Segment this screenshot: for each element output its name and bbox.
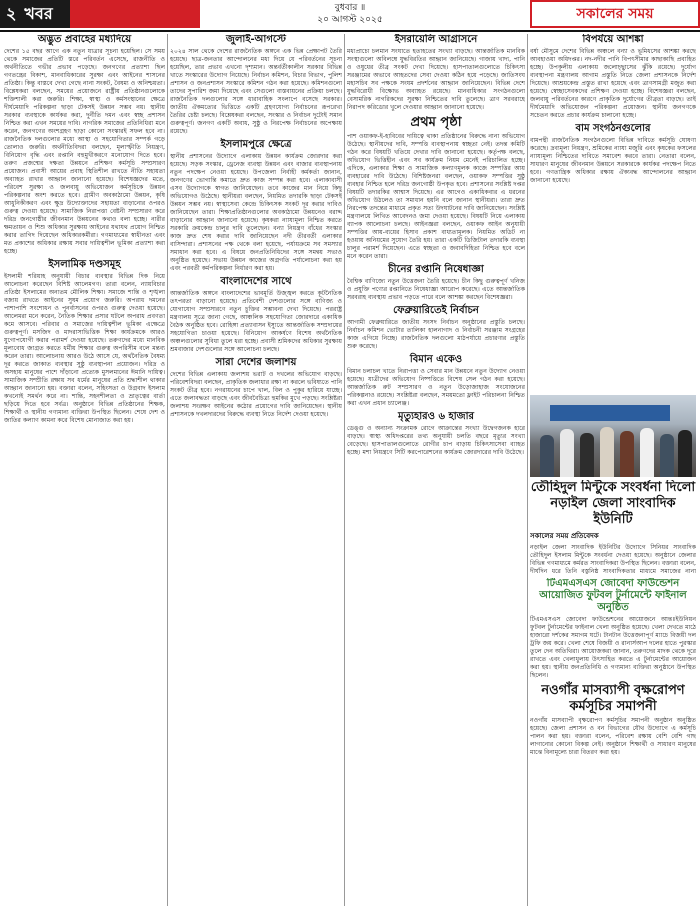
column-2 (170, 34, 342, 858)
article-body: পাশ ওয়াকফ-ই-হাবিবের দায়িত্বে থাকা প্রতিষ্ঠানের বিরুদ্ধে নানা অভিযোগ উঠেছে। স্থানীয়দের দাবি, সম্পত্তি ব্যবস্থাপনায় স্বচ্ছতা নেই। তদন্ত কমিটি গঠন করে বিষয়টি খতিয়ে দেখার দাবি জানানো হয়েছে। কর্তৃপক্ষ বলছে, অভিযোগ ভিত্তিহীন এবং সব কার্যক্রম নিয়ম মেনেই পরিচালিত হচ্ছে। এদিকে, এলাকার শিক্ষা ও সামাজিক কল্যাণমূলক কাজে সম্পত্তির আয় ব্যবহারের দাবি উঠেছে। বিশিষ্টজনরা বলছেন, ওয়াকফ সম্পত্তির সুষ্ঠু ব্যবহার নিশ্চিত হলে দরিদ্র জনগোষ্ঠী উপকৃত হবে। প্রশাসনের সংশ্লিষ্ট দপ্তর বিষয়টি তদারকির আশ্বাস দিয়েছে। এর আগেও একাধিকবার এ ধরনের অভিযোগ উঠলেও তা সমাধান হয়নি বলে জানান স্থানীয়রা। তারা দ্রুত নিরপেক্ষ তদন্তের মাধ্যমে প্রকৃত সত্য উদঘাটনের দাবি জানিয়েছেন। সংশ্লিষ্ট মন্ত্রণালয়ে লিখিত আবেদনও জমা দেওয়া হয়েছে। বিষয়টি নিয়ে এলাকায় ব্যাপক আলোচনা চলছে। আইনজ্ঞরা বলছেন, ওয়াকফ আইন অনুযায়ী সম্পত্তির আয়-ব্যয়ের হিসাব প্রকাশ বাধ্যতামূলক। নিয়মিত অডিট না হওয়ায় অনিয়মের সুযোগ তৈরি হয়। তারা একটি ডিজিটাল তদারকি ব্যবস্থা চালুর পরামর্শ দিয়েছেন। এতে স্বচ্ছতা ও জবাবদিহিতা নিশ্চিত হবে বলে মনে করেন তারা। (347, 133, 525, 260)
newspaper-brand: সকালের সময় (530, 0, 700, 28)
weekday: বুধবার ॥ (334, 3, 366, 13)
feature-body: নড়াইল জেলা সাংবাদিক ইউনিটির উদ্যোগে সিনিয়র সাংবাদিক তৌহিদুল ইসলাম মিন্টুকে সংবর্ধনা দেওয়া হয়েছে। অনুষ্ঠানে জেলার বিভিন্ন গণমাধ্যমে কর্মরত সাংবাদিকরা উপস্থিত ছিলেন। বক্তারা বলেন, দীর্ঘদিন ধরে তিনি বস্তুনিষ্ঠ সাংবাদিকতার মাধ্যমে সমাজের নানা (530, 544, 696, 574)
article-body: দেশের ১৫ বছর আগে এক নতুন যাত্রার সূচনা হয়েছিল। সে সময় থেকে সমাজের প্রতিটি স্তরে পরিবর্তন এসেছে, রাজনীতি ও অর্থনীতিতে গভীর প্রভাব পড়েছে। জনগণের প্রত্যাশা ছিল গণতন্ত্রের বিকাশ, মানবাধিকারের সুরক্ষা এবং আইনের শাসনের প্রতিষ্ঠা। কিন্তু বাস্তবে দেখা গেছে নানা সংকট, বৈষম্য ও অনিশ্চয়তা। বিশ্লেষকরা বলছেন, সময়ের প্রয়োজনে রাষ্ট্রীয় প্রতিষ্ঠানগুলোকে শক্তিশালী করা জরুরি। শিক্ষা, স্বাস্থ্য ও কর্মসংস্থানের ক্ষেত্রে দীর্ঘমেয়াদি পরিকল্পনা ছাড়া টেকসই উন্নয়ন সম্ভব নয়। স্থানীয় সরকার ব্যবস্থাকে কার্যকর করা, দুর্নীতি দমন এবং স্বচ্ছ প্রশাসন নিশ্চিত করা এখন সময়ের দাবি। নাগরিক সমাজের প্রতিনিধিরা মনে করেন, জনগণের অংশগ্রহণ ছাড়া কোনো সংস্কারই সফল হবে না। রাজনৈতিক দলগুলোর মধ্যে আস্থা ও সহযোগিতার সম্পর্ক গড়ে তোলাও জরুরি। অর্থনীতিবিদরা বলছেন, মূল্যস্ফীতি নিয়ন্ত্রণ, বিনিয়োগ বৃদ্ধি এবং রপ্তানি বহুমুখীকরণে মনোযোগ দিতে হবে। তরুণ প্রজন্মের দক্ষতা উন্নয়নে প্রশিক্ষণ কর্মসূচি সম্প্রসারণ প্রয়োজন। প্রবাসী আয়ের প্রবাহ স্থিতিশীল রাখতে নীতি সহায়তা অব্যাহত রাখার আহ্বান জানানো হয়েছে। বিশেষজ্ঞদের মতে, পরিবেশ সুরক্ষা ও জলবায়ু অভিযোজন কর্মসূচিকে উন্নয়ন পরিকল্পনার অংশ করতে হবে। গ্রামীণ অবকাঠামো উন্নয়ন, কৃষি আধুনিকীকরণ এবং ক্ষুদ্র উদ্যোক্তাদের সহায়তা বাড়ানোর ওপরও গুরুত্ব দেওয়া হয়েছে। সামাজিক নিরাপত্তা বেষ্টনী সম্প্রসারণ করে দরিদ্র জনগোষ্ঠীর জীবনমান উন্নয়নের কথাও বলা হচ্ছে। নারীর ক্ষমতায়ন ও শিশু অধিকার সুরক্ষায় আইনের যথাযথ প্রয়োগ নিশ্চিত করার তাগিদ দিয়েছেন অধিকারকর্মীরা। গণমাধ্যমের স্বাধীনতা এবং মত প্রকাশের অধিকার রক্ষায় সবার দায়িত্বশীল ভূমিকা প্রত্যাশা করা হচ্ছে। (4, 48, 165, 255)
article-headline: বিমান একেও (409, 354, 463, 365)
feature-story (530, 480, 696, 574)
photo-person (540, 435, 554, 477)
photo-person (560, 429, 574, 477)
masthead (0, 0, 700, 32)
article-headline: জুলাই-আগস্টে (226, 34, 286, 45)
feature-byline: সকালের সময় প্রতিবেদক (530, 532, 599, 540)
date-block (280, 2, 420, 26)
photo-banner (550, 405, 670, 421)
date: ২০ আগস্ট ২০২৫ (317, 15, 383, 25)
article-body: বামপন্থী রাজনৈতিক সংগঠনগুলো বিভিন্ন দাবিতে কর্মসূচি ঘোষণা করেছে। দ্রব্যমূল্য নিয়ন্ত্রণ, শ্রমিকের ন্যায্য মজুরি এবং কৃষকের ফসলের ন্যায্যমূল্য নিশ্চিতের দাবিতে সমাবেশ করবে তারা। নেতারা বলেন, সাধারণ মানুষের জীবনমান উন্নয়নে সরকারকে কার্যকর পদক্ষেপ নিতে হবে। গণতান্ত্রিক অধিকার রক্ষায় ঐক্যবদ্ধ আন্দোলনের আহ্বান জানানো হয়েছে। (530, 137, 696, 184)
column-divider (527, 34, 528, 906)
column-4-bottom (530, 578, 696, 906)
article-body: ডেঙ্গু ও অন্যান্য সংক্রামক রোগে আক্রান্তের সংখ্যা উদ্বেগজনক হারে বাড়ছে। স্বাস্থ্য অধিদপ্তরের তথ্য অনুযায়ী চলতি বছরে মৃত্যুর সংখ্যা বেড়েছে। হাসপাতালগুলোতে রোগীর চাপ বাড়ায় চিকিৎসাসেবা ব্যাহত হচ্ছে। মশা নিয়ন্ত্রণে সিটি করপোরেশনের কার্যক্রম জোরদারের দাবি উঠেছে। (347, 425, 525, 456)
header-red-band (70, 0, 200, 28)
page-number: ২ (6, 3, 17, 23)
feature-headline: তৌহিদুল মিন্টুকে সংবর্ধনা দিলো নড়াইল জেলা সাংবাদিক ইউনিটি (530, 480, 696, 527)
article-body: ইসলামী শরিয়াহ অনুযায়ী বিচার ব্যবস্থার বিভিন্ন দিক নিয়ে আলোচনা করেছেন বিশিষ্ট আলেমগণ। তারা বলেন, ন্যায়বিচার প্রতিষ্ঠা ইসলামের অন্যতম মৌলিক শিক্ষা। সমাজে শান্তি ও শৃঙ্খলা বজায় রাখতে আইনের সুষম প্রয়োগ জরুরি। অপরাধ দমনের পাশাপাশি সংশোধন ও পুনর্বাসনের ওপরও গুরুত্ব দেওয়া হয়েছে। আলেমরা মনে করেন, নৈতিক শিক্ষার প্রসার ঘটলে অপরাধ প্রবণতা কমে আসবে। পরিবার ও সমাজের দায়িত্বশীল ভূমিকা এক্ষেত্রে গুরুত্বপূর্ণ। মসজিদ ও মাদরাসাভিত্তিক শিক্ষা কার্যক্রমকে আরও যুগোপযোগী করার পরামর্শ দেওয়া হয়েছে। তরুণদের মধ্যে মানবিক মূল্যবোধ জাগ্রত করতে ধর্মীয় শিক্ষার গুরুত্ব অপরিসীম বলে মন্তব্য করেন তারা। আলোচনায় আরও উঠে আসে যে, অর্থনৈতিক বৈষম্য দূর করতে জাকাত ব্যবস্থার সুষ্ঠু ব্যবস্থাপনা প্রয়োজন। দরিদ্র ও অসহায় মানুষের পাশে দাঁড়ানো প্রত্যেক মুসলমানের ঈমানি দায়িত্ব। সামাজিক সম্প্রীতি রক্ষায় সব ধর্মের মানুষের প্রতি শ্রদ্ধাশীল থাকার আহ্বান জানানো হয়। বক্তারা বলেন, সহিংসতা ও উগ্রবাদ ইসলাম কখনোই সমর্থন করে না। শান্তি, সহনশীলতা ও ভ্রাতৃত্বের বার্তা ছড়িয়ে দিতে হবে সর্বত্র। অনুষ্ঠানে বিভিন্ন প্রতিষ্ঠানের শিক্ষক, শিক্ষার্থী ও স্থানীয় গণ্যমান্য ব্যক্তিরা উপস্থিত ছিলেন। শেষে দেশ ও জাতির কল্যাণ কামনা করে বিশেষ মোনাজাত করা হয়। (4, 273, 165, 424)
column-divider (344, 34, 345, 906)
article-body: বৈশ্বিক বাণিজ্যে নতুন উত্তেজনা তৈরি হয়েছে। চীন কিছু গুরুত্বপূর্ণ খনিজ ও প্রযুক্তি পণ্যের রপ্তানিতে নিষেধাজ্ঞা আরোপ করেছে। এতে আন্তর্জাতিক সরবরাহ ব্যবস্থায় প্রভাব পড়তে পারে বলে আশঙ্কা করছেন বিশেষজ্ঞরা। (347, 278, 525, 301)
article-body: ২০২৪ সাল থেকে দেশের রাজনৈতিক অঙ্গনে এক ভিন্ন প্রেক্ষাপট তৈরি হয়েছে। ছাত্র-জনতার আন্দোলনের মধ্য দিয়ে যে পরিবর্তনের সূচনা হয়েছিল, তার প্রভাব এখনো দৃশ্যমান। অন্তর্বর্তীকালীন সরকার বিভিন্ন খাতে সংস্কারের উদ্যোগ নিয়েছে। নির্বাচন কমিশন, বিচার বিভাগ, পুলিশ প্রশাসন ও জনপ্রশাসন সংস্কারে কমিশন গঠন করা হয়েছে। কমিশনগুলো তাদের সুপারিশ জমা দিয়েছে এবং সেগুলো বাস্তবায়নের প্রক্রিয়া চলছে। রাজনৈতিক দলগুলোর সঙ্গে ধারাবাহিক সংলাপে বসেছে সরকার। জাতীয় ঐকমত্যের ভিত্তিতে একটি গ্রহণযোগ্য নির্বাচনের রূপরেখা তৈরির চেষ্টা চলছে। বিশ্লেষকরা বলছেন, সংস্কার ও নির্বাচন দুটোই সমান গুরুত্বপূর্ণ। জনগণ একটি অবাধ, সুষ্ঠু ও নিরপেক্ষ নির্বাচনের অপেক্ষায় রয়েছে। (170, 48, 342, 135)
article-body: দেশের বিভিন্ন এলাকায় জলাশয় ভরাট ও দখলের অভিযোগ বাড়ছে। পরিবেশবিদরা বলছেন, প্রাকৃতিক জলাধার রক্ষা না করলে ভবিষ্যতে পানি সংকট তীব্র হবে। নগরায়নের চাপে খাল, বিল ও পুকুর হারিয়ে যাচ্ছে। এতে জলাবদ্ধতা বাড়ছে এবং জীববৈচিত্র্য হুমকির মুখে পড়ছে। সংশ্লিষ্টরা জলাশয় সংরক্ষণ আইনের কঠোর প্রয়োগের দাবি জানিয়েছেন। স্থানীয় প্রশাসনকে দখলদারদের বিরুদ্ধে ব্যবস্থা নিতে নির্দেশ দেওয়া হয়েছে। (170, 371, 342, 418)
article-body: আগামী ফেব্রুয়ারিতে জাতীয় সংসদ নির্বাচন অনুষ্ঠানের প্রস্তুতি চলছে। নির্বাচন কমিশন ভোটার তালিকা হালনাগাদ ও নির্বাচনী সরঞ্জাম সংগ্রহের কাজ এগিয়ে নিচ্ছে। রাজনৈতিক দলগুলো মাঠপর্যায়ে প্রচারণার প্রস্তুতি শুরু করেছে। (347, 319, 525, 350)
photo-person (600, 427, 614, 477)
article-body: নওগাঁয় মাসব্যাপী বৃক্ষরোপণ কর্মসূচির সমাপনী অনুষ্ঠান অনুষ্ঠিত হয়েছে। জেলা প্রশাসন ও বন বিভাগের যৌথ উদ্যোগে এ কর্মসূচি পালন করা হয়। বক্তারা বলেন, পরিবেশ রক্ষায় বেশি বেশি গাছ লাগানোর কোনো বিকল্প নেই। অনুষ্ঠানে শিক্ষার্থী ও সাধারণ মানুষের মাঝে বিনামূল্যে চারা বিতরণ করা হয়। (530, 717, 696, 756)
article-headline: ইসলামিক দণ্ডসমূহ (48, 259, 121, 270)
article-headline: বিপর্যয়ে আশঙ্কা (582, 34, 644, 45)
article-headline: অদ্ভুত প্রবাহের মধ্যদিয়ে (37, 34, 132, 45)
article-headline: ফেব্রুয়ারিতেই নির্বাচন (393, 305, 479, 316)
article-body: স্থানীয় প্রশাসনের উদ্যোগে এলাকায় উন্নয়ন কার্যক্রম জোরদার করা হয়েছে। সড়ক সংস্কার, ড্রেনেজ ব্যবস্থা উন্নয়ন এবং বাজার ব্যবস্থাপনায় নতুন পদক্ষেপ নেওয়া হয়েছে। উপজেলা নির্বাহী কর্মকর্তা জানান, জনগণের ভোগান্তি কমাতে দ্রুত কাজ সম্পন্ন করা হবে। এলাকাবাসী এসব উদ্যোগকে স্বাগত জানিয়েছেন। তবে কাজের মান নিয়ে কিছু অভিযোগও উঠেছে। স্থানীয়রা বলছেন, নিয়মিত তদারকি ছাড়া টেকসই উন্নয়ন সম্ভব নয়। স্বাস্থ্যসেবা কেন্দ্রে চিকিৎসক সংকট দূর করার দাবিও জানিয়েছেন তারা। শিক্ষাপ্রতিষ্ঠানগুলোর অবকাঠামো উন্নয়নেও বরাদ্দ বাড়ানোর আহ্বান জানানো হয়েছে। কৃষকরা ন্যায্যমূল্য নিশ্চিত করতে সরকারি ক্রয়কেন্দ্র চালুর দাবি তুলেছেন। বন্যা নিয়ন্ত্রণ বাঁধের সংস্কার কাজ দ্রুত শেষ করার দাবি জানিয়েছেন নদী তীরবর্তী এলাকার বাসিন্দারা। প্রশাসনের পক্ষ থেকে বলা হয়েছে, পর্যায়ক্রমে সব সমস্যার সমাধান করা হবে। এ বিষয়ে জনপ্রতিনিধিদের সঙ্গে সমন্বয় সভাও অনুষ্ঠিত হয়েছে। সভায় উন্নয়ন কাজের অগ্রগতি পর্যালোচনা করা হয় এবং পরবর্তী কর্মপরিকল্পনা নির্ধারণ করা হয়। (170, 153, 342, 272)
photo-person (620, 431, 634, 477)
article-headline: মৃত্যুহারও ৬ হাজার (398, 411, 474, 422)
photo-person (580, 433, 594, 477)
event-photo (530, 395, 696, 477)
photo-person (678, 430, 692, 477)
article-headline: বাংলাদেশের সাথে (220, 276, 292, 287)
article-headline: ইসরায়েলি আগ্রাসনে (394, 34, 478, 45)
article-headline: প্রথম পৃষ্ঠা (410, 115, 462, 130)
section-name: খবর (24, 3, 53, 23)
article-body: মধ্যপ্রাচ্যে চলমান সংঘাতে হতাহতের সংখ্যা বাড়ছে। আন্তর্জাতিক মানবিক সংস্থাগুলো অবিলম্বে যুদ্ধবিরতির আহ্বান জানিয়েছে। গাজায় খাদ্য, পানি ও ওষুধের তীব্র সংকট দেখা দিয়েছে। হাসপাতালগুলোতে চিকিৎসা সরঞ্জামের অভাবে আহতদের সেবা দেওয়া কঠিন হয়ে পড়েছে। জাতিসংঘ মহাসচিব সব পক্ষকে সংযম প্রদর্শনের আহ্বান জানিয়েছেন। বিভিন্ন দেশে যুদ্ধবিরোধী বিক্ষোভ অব্যাহত রয়েছে। মানবাধিকার সংগঠনগুলো বেসামরিক নাগরিকদের সুরক্ষা নিশ্চিতের দাবি তুলেছে। ত্রাণ সরবরাহে নিরাপদ করিডোর খুলে দেওয়ার আহ্বান জানানো হয়েছে। (347, 48, 525, 111)
column-4-top (530, 34, 696, 392)
article-headline: বাম সংগঠনগুলোর (575, 123, 651, 134)
article-body: টিএমএসএস জোবেদা ফাউন্ডেশনের আয়োজনে আন্তঃইউনিয়ন ফুটবল টুর্নামেন্টের ফাইনাল খেলা অনুষ্ঠিত হয়েছে। খেলা দেখতে মাঠে হাজারো দর্শকের সমাগম ঘটে। টানটান উত্তেজনাপূর্ণ ম্যাচে বিজয়ী দল ট্রফি জয় করে। খেলা শেষে বিজয়ী ও রানার্সআপ দলের হাতে পুরস্কার তুলে দেন অতিথিরা। আয়োজকরা জানান, তরুণদের মাদক থেকে দূরে রাখতে এবং খেলাধুলায় উৎসাহিত করতে এ টুর্নামেন্টের আয়োজন করা হয়। স্থানীয় জনপ্রতিনিধি ও গণ্যমান্য ব্যক্তিরা অনুষ্ঠানে উপস্থিত ছিলেন। (530, 616, 696, 679)
column-3 (347, 34, 525, 906)
page-header-box (0, 0, 70, 28)
article-headline: নওগাঁর মাসব্যাপী বৃক্ষরোপণ কর্মসূচির সমাপনী (541, 683, 685, 714)
article-headline: চীনের রপ্তানি নিষেধাজ্ঞা (388, 264, 484, 275)
article-headline: সারা দেশের জলাশয় (215, 357, 297, 368)
article-body: বর্ষা মৌসুমে দেশের বিভিন্ন অঞ্চলে বন্যা ও ভূমিধসের আশঙ্কা করছে আবহাওয়া অধিদপ্তর। নদ-নদীর পানি বিপৎসীমার কাছাকাছি প্রবাহিত হচ্ছে। উপকূলীয় এলাকায় জলোচ্ছ্বাসের ঝুঁকি রয়েছে। দুর্যোগ ব্যবস্থাপনা মন্ত্রণালয় আগাম প্রস্তুতি নিতে জেলা প্রশাসনকে নির্দেশ দিয়েছে। আশ্রয়কেন্দ্র প্রস্তুত রাখা হয়েছে এবং ত্রাণসামগ্রী মজুত করা হয়েছে। স্বেচ্ছাসেবকদের প্রশিক্ষণ দেওয়া হচ্ছে। বিশেষজ্ঞরা বলছেন, জলবায়ু পরিবর্তনের কারণে প্রাকৃতিক দুর্যোগের তীব্রতা বাড়ছে। তাই দীর্ঘমেয়াদি অভিযোজন পরিকল্পনা প্রয়োজন। স্থানীয় জনগণকে সচেতন করতে প্রচার কার্যক্রম চালানো হচ্ছে। (530, 48, 696, 119)
header-rule (0, 30, 700, 32)
article-body: বিমান চলাচল খাতে নিরাপত্তা ও সেবার মান উন্নয়নে নতুন উদ্যোগ নেওয়া হয়েছে। যাত্রীদের অভিযোগ নিষ্পত্তিতে বিশেষ সেল গঠন করা হয়েছে। আন্তর্জাতিক রুট সম্প্রসারণ ও নতুন উড়োজাহাজ সংযোজনের পরিকল্পনাও রয়েছে। সংশ্লিষ্টরা বলছেন, সময়মতো ফ্লাইট পরিচালনা নিশ্চিত করা এখন প্রধান চ্যালেঞ্জ। (347, 368, 525, 407)
article-headline: ইসলামপুরে ক্ষেত্রে (220, 139, 292, 150)
photo-person (660, 434, 674, 477)
column-1 (4, 34, 165, 906)
column-divider (167, 34, 168, 906)
photo-person (640, 428, 654, 477)
article-body: আন্তর্জাতিক অঙ্গনে বাংলাদেশের ভাবমূর্তি উজ্জ্বল করতে কূটনৈতিক তৎপরতা বাড়ানো হয়েছে। প্রতিবেশী দেশগুলোর সঙ্গে বাণিজ্য ও যোগাযোগ সম্প্রসারণে নতুন চুক্তির সম্ভাবনা দেখা দিয়েছে। পররাষ্ট্র মন্ত্রণালয় সূত্রে জানা গেছে, আঞ্চলিক সহযোগিতা জোরদারে একাধিক বৈঠক অনুষ্ঠিত হবে। রোহিঙ্গা প্রত্যাবাসন ইস্যুতে আন্তর্জাতিক সম্প্রদায়ের সহযোগিতা চাওয়া হয়েছে। বিনিয়োগ আকর্ষণে বিশেষ অর্থনৈতিক অঞ্চলগুলোর সুবিধা তুলে ধরা হচ্ছে। প্রবাসী শ্রমিকদের অধিকার সুরক্ষায় শ্রমবাজার দেশগুলোর সঙ্গে আলোচনা চলছে। (170, 290, 342, 353)
article-headline: টিএমএসএস জোবেদা ফাউন্ডেশন আয়োজিত ফুটবল টুর্নামেন্টে ফাইনাল অনুষ্ঠিত (539, 578, 687, 613)
